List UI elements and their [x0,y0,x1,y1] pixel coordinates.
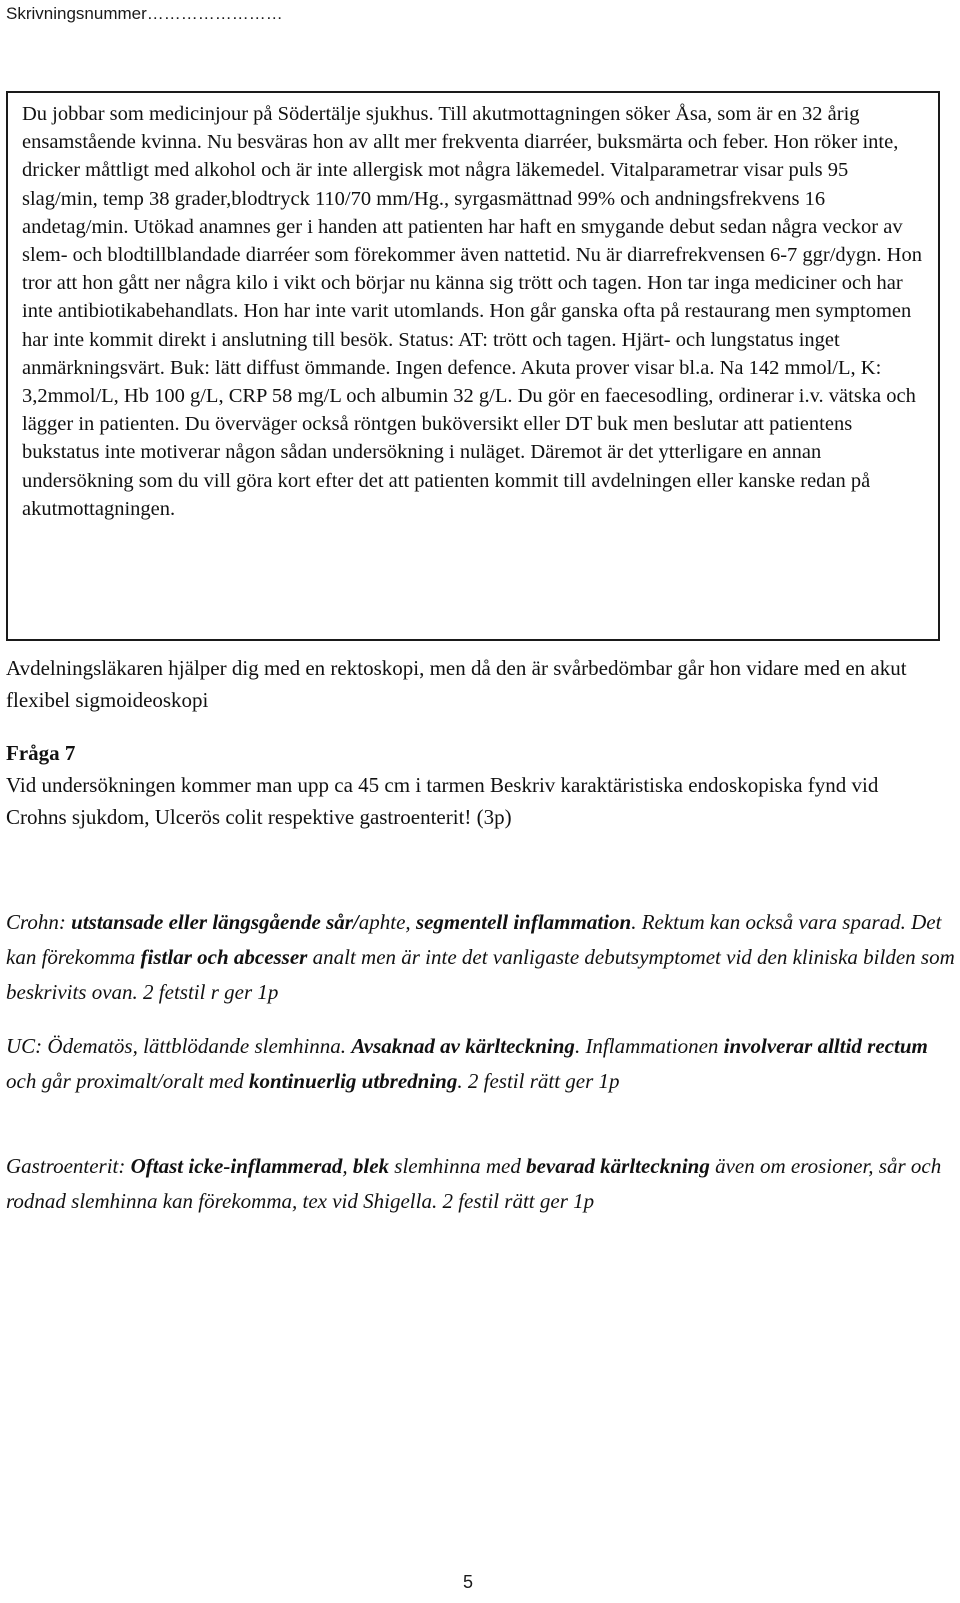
answer-uc [6,1029,956,1099]
answer-text: . Inflammationen [574,1034,724,1058]
answer-keyword: segmentell inflammation [415,910,632,934]
answer-keyword: utstansade eller längsgående sår/ [71,910,359,934]
answer-text: Gastroenterit: [6,1154,131,1178]
answer-keyword: involverar alltid rectum [723,1034,928,1058]
answer-text: slemhinna med [389,1154,527,1178]
case-description-box [6,91,940,641]
intro-paragraph: Avdelningsläkaren hjälper dig med en rektoskopi, men då den är svårbedömbar går hon vidare med en akut flexibel sigmoideoskopi [6,656,907,712]
answer-keyword: bevarad kärlteckning [526,1154,710,1178]
answer-text: Crohn: [6,910,72,934]
answer-text: och går proximalt/oralt med [6,1069,250,1093]
question-title: Fråga 7 [6,741,76,765]
question-text: Vid undersökningen kommer man upp ca 45 cm i tarmen Beskriv karaktäristiska endoskopiska fynd vid Crohns sjukdom, Ulcerös colit respektive gastroenterit! (3p) [6,773,879,829]
answer-crohn [6,905,956,1010]
answer-keyword: fistlar och abcesser [140,945,308,969]
answer-text: analt men är inte det vanligaste debutsymptomet vid den kliniska bilden som beskrivits ovan. 2 fetstil r ger 1p [6,945,955,1004]
answer-text: UC: Ödematös, lättblödande slemhinna. [6,1034,352,1058]
answer-text: aphte, [358,910,416,934]
exam-number-label: Skrivningsnummer…………………… [6,4,283,23]
case-description-text: Du jobbar som medicinjour på Södertälje sjukhus. Till akutmottagningen söker Åsa, som är en 32 årig ensamstående kvinna. Nu besväras hon av allt mer frekventa diarréer, buksmärta och feber. Hon röker inte, dricker måttligt med alkohol och är inte allergisk mot några läkemedel. Vitalparametrar visar puls 95 slag/min, temp 38 grader,blodtryck 110/70 mm/Hg., syrgasmättnad 99% och andningsfrekvens 16 andetag/min. Utökad anamnes ger i handen att patienten har haft en smygande debut sedan några veckor av slem- och blodtillblandade diarréer som förekommer även nattetid. Nu är diarrefrekvensen 6-7 ggr/dygn. Hon tror att hon gått ner några kilo i vikt och börjar nu känna sig trött och tagen. Hon tar inga mediciner och har inte antibiotikabehandlats. Hon har inte varit utomlands. Hon går ganska ofta på restaurang men symptomen har inte kommit direkt i anslutning till besök. Status: AT: trött och tagen. Hjärt- och lungstatus inget anmärkningsvärt. Buk: lätt diffust ömmande. Ingen defence. Akuta prover visar bl.a. Na 142 mmol/L, K: 3,2mmol/L, Hb 100 g/L, CRP 58 mg/L och albumin 32 g/L. Du gör en faecesodling, ordinerar i.v. vätska och lägger in patienten. Du överväger också röntgen buköversikt eller DT buk men beslutar att patientens bukstatus inte motiverar någon sådan undersökning i nuläget. Däremot är det ytterligare en annan undersökning som du vill göra kort efter det att patienten kommit till avdelningen eller kanske redan på akutmottagningen. [22,103,922,520]
answer-keyword: blek [352,1154,390,1178]
answer-keyword: Avsaknad av kärlteckning [351,1034,575,1058]
answer-text: , [342,1154,353,1178]
answer-text: . Rektum kan också vara sparad. Det kan förekomma [6,910,942,969]
answer-gastroenterit [6,1149,956,1219]
answer-text: . 2 festil rätt ger 1p [457,1069,620,1093]
answer-text: även om erosioner, sår och rodnad slemhinna kan förekomma, tex vid Shigella. 2 festil rätt ger 1p [6,1154,942,1213]
page-number: 5 [463,1572,474,1592]
answer-keyword: kontinuerlig utbredning [249,1069,458,1093]
answer-keyword: Oftast icke-inflammerad [130,1154,343,1178]
